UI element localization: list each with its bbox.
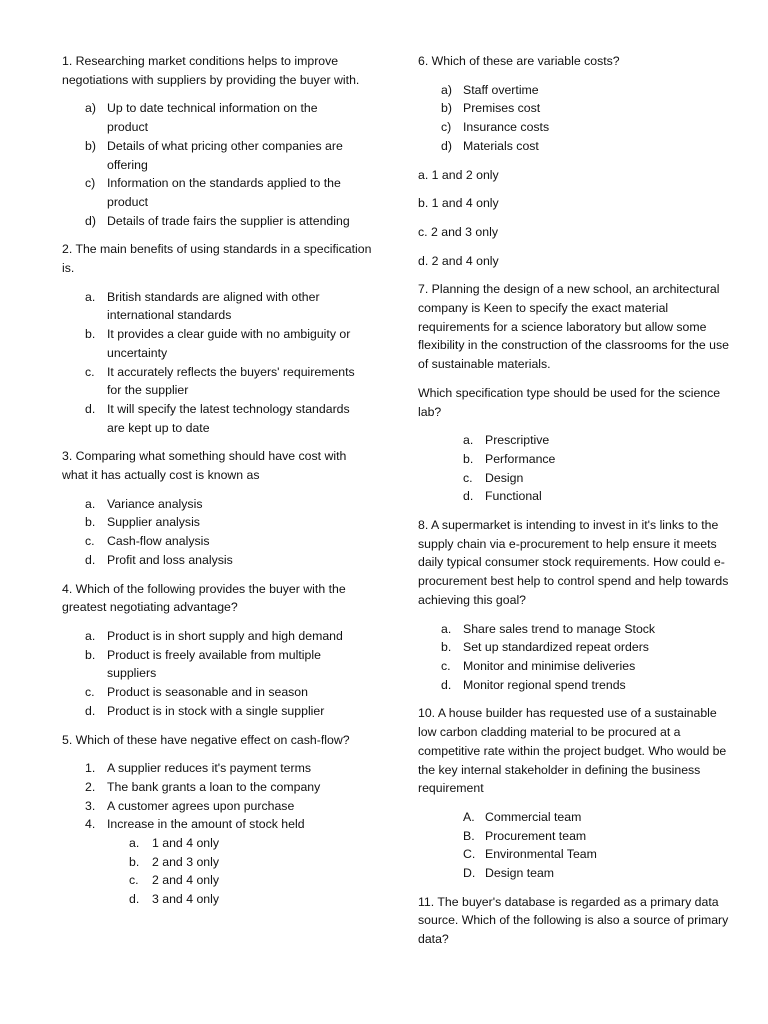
option-text: British standards are aligned with other international standards <box>107 289 320 323</box>
answer-marker: d. <box>129 892 140 907</box>
option-item <box>62 495 372 514</box>
option-marker: 2. <box>85 779 96 794</box>
option-item <box>62 683 372 702</box>
option-text: Staff overtime <box>463 82 539 97</box>
option-list <box>418 620 738 695</box>
option-text: Profit and loss analysis <box>107 552 233 567</box>
option-marker: d. <box>85 703 96 718</box>
option-marker: d. <box>85 552 96 567</box>
option-marker: a. <box>85 628 96 643</box>
question-8 <box>418 516 738 694</box>
option-text: Design <box>485 470 524 485</box>
answer-item <box>62 853 372 872</box>
answer-choices <box>418 166 738 271</box>
option-item <box>62 137 372 174</box>
answer-marker: c. <box>129 873 139 888</box>
option-text: Prescriptive <box>485 433 550 448</box>
option-item <box>62 325 372 362</box>
option-text: Up to date technical information on the product <box>107 101 318 135</box>
option-list <box>62 288 372 438</box>
option-text: Product is in stock with a single supplier <box>107 703 325 718</box>
question-3 <box>62 447 372 569</box>
option-list <box>418 808 738 883</box>
option-item <box>62 759 372 778</box>
option-text: Variance analysis <box>107 496 203 511</box>
answer-text: 2 and 4 only <box>152 873 220 888</box>
option-list <box>62 627 372 721</box>
option-item <box>62 400 372 437</box>
option-text: Commercial team <box>485 809 582 824</box>
option-item <box>62 288 372 325</box>
option-text: Share sales trend to manage Stock <box>463 621 656 636</box>
option-item <box>418 469 738 488</box>
question-stem: 7. Planning the design of a new school, an architectural company is Keen to specify the exact material requirements for a science laboratory but allow some flexibility in the construction of the classrooms for the use of sustainable materials. <box>418 282 729 372</box>
option-list <box>418 81 738 156</box>
option-text: Environmental Team <box>485 847 597 862</box>
option-marker: c. <box>85 534 95 549</box>
option-marker: a. <box>85 496 96 511</box>
question-7 <box>418 280 738 506</box>
option-marker: 4. <box>85 817 96 832</box>
question-6 <box>418 52 738 270</box>
option-marker: b. <box>441 640 452 655</box>
option-text: Product is seasonable and in season <box>107 685 308 700</box>
option-marker: c. <box>441 658 451 673</box>
question-5 <box>62 731 372 909</box>
option-item <box>418 808 738 827</box>
answer-text: 2 and 3 only <box>152 854 220 869</box>
option-marker: b) <box>441 101 452 116</box>
option-text: Materials cost <box>463 138 539 153</box>
option-text: Supplier analysis <box>107 515 200 530</box>
option-item <box>418 827 738 846</box>
answer-marker: a. <box>129 836 140 851</box>
option-text: A customer agrees upon purchase <box>107 798 295 813</box>
option-marker: c. <box>463 470 473 485</box>
option-item <box>418 638 738 657</box>
question-11 <box>418 893 738 949</box>
option-text: A supplier reduces it's payment terms <box>107 761 311 776</box>
answer-item <box>62 834 372 853</box>
question-stem: 10. A house builder has requested use of a sustainable low carbon cladding material to be procured at a competitive rate within the project budget. Who would be the key internal stakeholder in defining the business requirement <box>418 706 727 796</box>
question-1 <box>62 52 372 230</box>
option-item <box>418 845 738 864</box>
option-text: It will specify the latest technology standards are kept up to date <box>107 401 350 435</box>
option-marker: a) <box>85 101 96 116</box>
option-item <box>62 551 372 570</box>
question-stem: 11. The buyer's database is regarded as a primary data source. Which of the following is also a source of primary data? <box>418 894 729 947</box>
option-text: Monitor and minimise deliveries <box>463 658 636 673</box>
option-text: Cash-flow analysis <box>107 534 210 549</box>
option-marker: d) <box>441 138 452 153</box>
option-text: It accurately reflects the buyers' requirements for the supplier <box>107 364 355 398</box>
option-marker: b. <box>85 515 96 530</box>
option-marker: 3. <box>85 798 96 813</box>
option-item <box>418 137 738 156</box>
left-column <box>62 52 372 919</box>
option-text: Product is freely available from multiple suppliers <box>107 647 321 681</box>
option-list <box>62 759 372 834</box>
option-text: Set up standardized repeat orders <box>463 640 649 655</box>
option-marker: d. <box>85 401 96 416</box>
option-marker: a) <box>441 82 452 97</box>
option-text: Increase in the amount of stock held <box>107 817 305 832</box>
option-text: Product is in short supply and high demand <box>107 628 343 643</box>
option-marker: A. <box>463 809 475 824</box>
option-marker: d) <box>85 213 96 228</box>
option-marker: d. <box>441 677 452 692</box>
option-item <box>418 676 738 695</box>
option-list <box>62 495 372 570</box>
option-marker: b. <box>463 451 474 466</box>
option-item <box>418 657 738 676</box>
option-text: Monitor regional spend trends <box>463 677 626 692</box>
option-marker: B. <box>463 828 475 843</box>
option-item <box>62 99 372 136</box>
option-text: Functional <box>485 489 542 504</box>
answer-choice: d. 2 and 4 only <box>418 253 499 268</box>
question-stem: 1. Researching market conditions helps to improve negotiations with suppliers by providing the buyer with. <box>62 54 360 87</box>
option-text: Insurance costs <box>463 120 550 135</box>
option-item <box>62 532 372 551</box>
option-text: It provides a clear guide with no ambiguity or uncertainty <box>107 327 351 360</box>
option-marker: D. <box>463 866 476 881</box>
option-text: Premises cost <box>463 101 541 116</box>
option-item <box>62 646 372 683</box>
question-stem: 4. Which of the following provides the buyer with the greatest negotiating advantage? <box>62 581 346 615</box>
option-item <box>62 702 372 721</box>
option-marker: b. <box>85 647 96 662</box>
option-item <box>418 450 738 469</box>
question-stem: 8. A supermarket is intending to invest in it's links to the supply chain via e-procurement to help ensure it meets daily typical consumer stock requirements. How could e-procurement best help to control spend and help towards achieving this goal? <box>418 518 729 607</box>
option-marker: c. <box>85 685 95 700</box>
question-stem-followup: Which specification type should be used for the science lab? <box>418 385 721 419</box>
option-text: Design team <box>485 866 555 881</box>
option-item <box>418 620 738 639</box>
answer-choice: a. 1 and 2 only <box>418 167 499 182</box>
option-item <box>418 118 738 137</box>
question-stem: 6. Which of these are variable costs? <box>418 54 620 68</box>
answer-choice: b. 1 and 4 only <box>418 196 499 211</box>
option-text: The bank grants a loan to the company <box>107 779 321 794</box>
option-marker: a. <box>441 621 452 636</box>
question-stem: 5. Which of these have negative effect on cash-flow? <box>62 732 350 747</box>
right-column <box>418 52 738 959</box>
question-10 <box>418 704 738 882</box>
question-2 <box>62 240 372 437</box>
option-text: Procurement team <box>485 828 587 843</box>
option-item <box>62 174 372 211</box>
answer-item <box>62 871 372 890</box>
option-marker: a. <box>85 289 96 304</box>
option-item <box>418 99 738 118</box>
option-marker: c) <box>441 120 452 135</box>
option-list <box>62 99 372 230</box>
option-marker: c) <box>85 176 96 191</box>
option-marker: b) <box>85 138 96 153</box>
option-item <box>418 487 738 506</box>
option-item <box>62 513 372 532</box>
option-item <box>62 627 372 646</box>
answer-choice: c. 2 and 3 only <box>418 224 498 239</box>
option-marker: C. <box>463 847 476 862</box>
option-item <box>62 212 372 231</box>
option-item <box>418 431 738 450</box>
option-text: Information on the standards applied to the product <box>107 176 341 209</box>
question-4 <box>62 580 372 721</box>
answer-item <box>62 890 372 909</box>
option-item <box>62 363 372 400</box>
answer-text: 1 and 4 only <box>152 836 220 851</box>
option-marker: b. <box>85 327 96 342</box>
option-marker: a. <box>463 433 474 448</box>
option-marker: 1. <box>85 761 96 776</box>
option-list <box>418 431 738 506</box>
option-item <box>418 864 738 883</box>
option-text: Performance <box>485 451 556 466</box>
option-text: Details of trade fairs the supplier is attending <box>107 213 350 228</box>
option-marker: c. <box>85 364 95 379</box>
question-stem: 2. The main benefits of using standards in a specification is. <box>62 242 372 276</box>
option-item <box>62 778 372 797</box>
answer-list <box>62 834 372 909</box>
answer-text: 3 and 4 only <box>152 892 220 907</box>
answer-marker: b. <box>129 854 140 869</box>
option-marker: d. <box>463 489 474 504</box>
option-item <box>62 797 372 816</box>
option-item <box>418 81 738 100</box>
option-item <box>62 815 372 834</box>
option-text: Details of what pricing other companies are offering <box>107 138 343 172</box>
question-stem: 3. Comparing what something should have cost with what it has actually cost is known as <box>62 449 347 483</box>
